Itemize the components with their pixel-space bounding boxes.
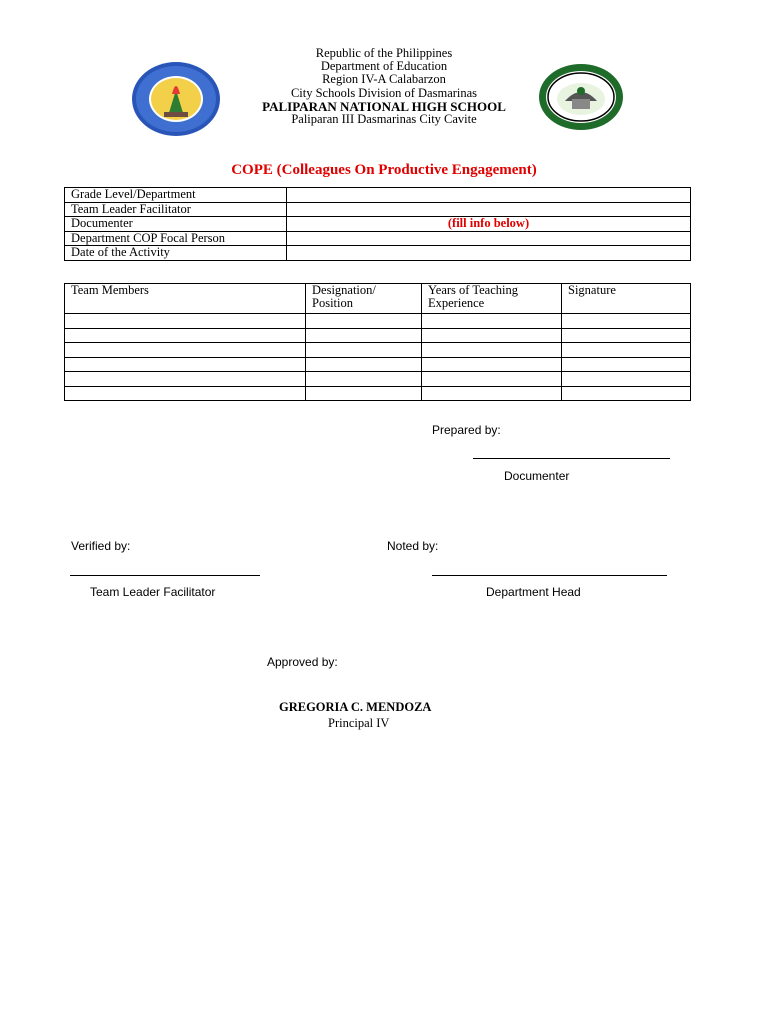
table-row <box>65 372 691 387</box>
table-row <box>65 188 691 203</box>
column-header: Signature <box>562 284 691 314</box>
table-row <box>65 246 691 261</box>
cell[interactable] <box>65 314 306 329</box>
header-line-3: Region IV-A Calabarzon <box>322 72 446 87</box>
cell[interactable] <box>306 314 422 329</box>
column-header: Years of Teaching Experience <box>422 284 562 314</box>
cell[interactable] <box>562 372 691 387</box>
cell[interactable] <box>65 372 306 387</box>
documenter-label: Documenter <box>504 469 570 483</box>
cell[interactable] <box>65 328 306 343</box>
form-title: COPE (Colleagues On Productive Engagement) <box>231 162 537 178</box>
column-header: Team Members <box>65 284 306 314</box>
info-label: Team Leader Facilitator <box>65 202 287 217</box>
cell[interactable] <box>562 357 691 372</box>
team-leader-label: Team Leader Facilitator <box>90 585 216 599</box>
cell[interactable] <box>422 357 562 372</box>
info-value-field[interactable] <box>287 202 691 217</box>
cell[interactable] <box>422 386 562 401</box>
noted-by-label: Noted by: <box>387 539 439 553</box>
info-value-field[interactable] <box>287 188 691 203</box>
cell[interactable] <box>422 314 562 329</box>
cell[interactable] <box>562 386 691 401</box>
table-row <box>65 217 691 232</box>
school-name: PALIPARAN NATIONAL HIGH SCHOOL <box>262 98 506 114</box>
principal-name: GREGORIA C. MENDOZA <box>279 700 432 714</box>
cell[interactable] <box>306 357 422 372</box>
table-row <box>65 343 691 358</box>
header-line-2: Department of Education <box>320 59 448 74</box>
prepared-by-label: Prepared by: <box>432 423 501 437</box>
document-header <box>0 47 768 126</box>
school-address: Paliparan III Dasmarinas City Cavite <box>291 112 477 127</box>
table-row <box>65 231 691 246</box>
info-label: Documenter <box>65 217 287 232</box>
cell[interactable] <box>65 386 306 401</box>
info-table <box>64 187 691 261</box>
table-header-row <box>65 284 691 314</box>
table-row <box>65 202 691 217</box>
cell[interactable] <box>306 343 422 358</box>
info-value-field[interactable] <box>287 231 691 246</box>
cell[interactable] <box>65 343 306 358</box>
table-row <box>65 314 691 329</box>
principal-title: Principal IV <box>328 716 390 730</box>
documenter-signature-line[interactable] <box>473 458 670 459</box>
department-head-label: Department Head <box>486 585 581 599</box>
info-value-field[interactable]: (fill info below) <box>287 217 691 232</box>
table-row <box>65 386 691 401</box>
members-table <box>64 283 691 401</box>
cell[interactable] <box>562 343 691 358</box>
team-leader-signature-line[interactable] <box>70 575 260 576</box>
cell[interactable] <box>562 314 691 329</box>
cell[interactable] <box>562 328 691 343</box>
info-label: Grade Level/Department <box>65 188 287 203</box>
header-line-4: City Schools Division of Dasmarinas <box>290 85 478 100</box>
cell[interactable] <box>422 372 562 387</box>
info-value-field[interactable] <box>287 246 691 261</box>
verified-by-label: Verified by: <box>71 539 131 553</box>
cell[interactable] <box>65 357 306 372</box>
cell[interactable] <box>422 343 562 358</box>
info-label: Date of the Activity <box>65 246 287 261</box>
column-header: Designation/ Position <box>306 284 422 314</box>
cell[interactable] <box>306 372 422 387</box>
department-head-signature-line[interactable] <box>432 575 667 576</box>
approved-by-label: Approved by: <box>267 655 338 669</box>
header-line-1: Republic of the Philippines <box>315 46 453 60</box>
cell[interactable] <box>422 328 562 343</box>
cell[interactable] <box>306 328 422 343</box>
info-label: Department COP Focal Person <box>65 231 287 246</box>
table-row <box>65 328 691 343</box>
table-row <box>65 357 691 372</box>
cell[interactable] <box>306 386 422 401</box>
